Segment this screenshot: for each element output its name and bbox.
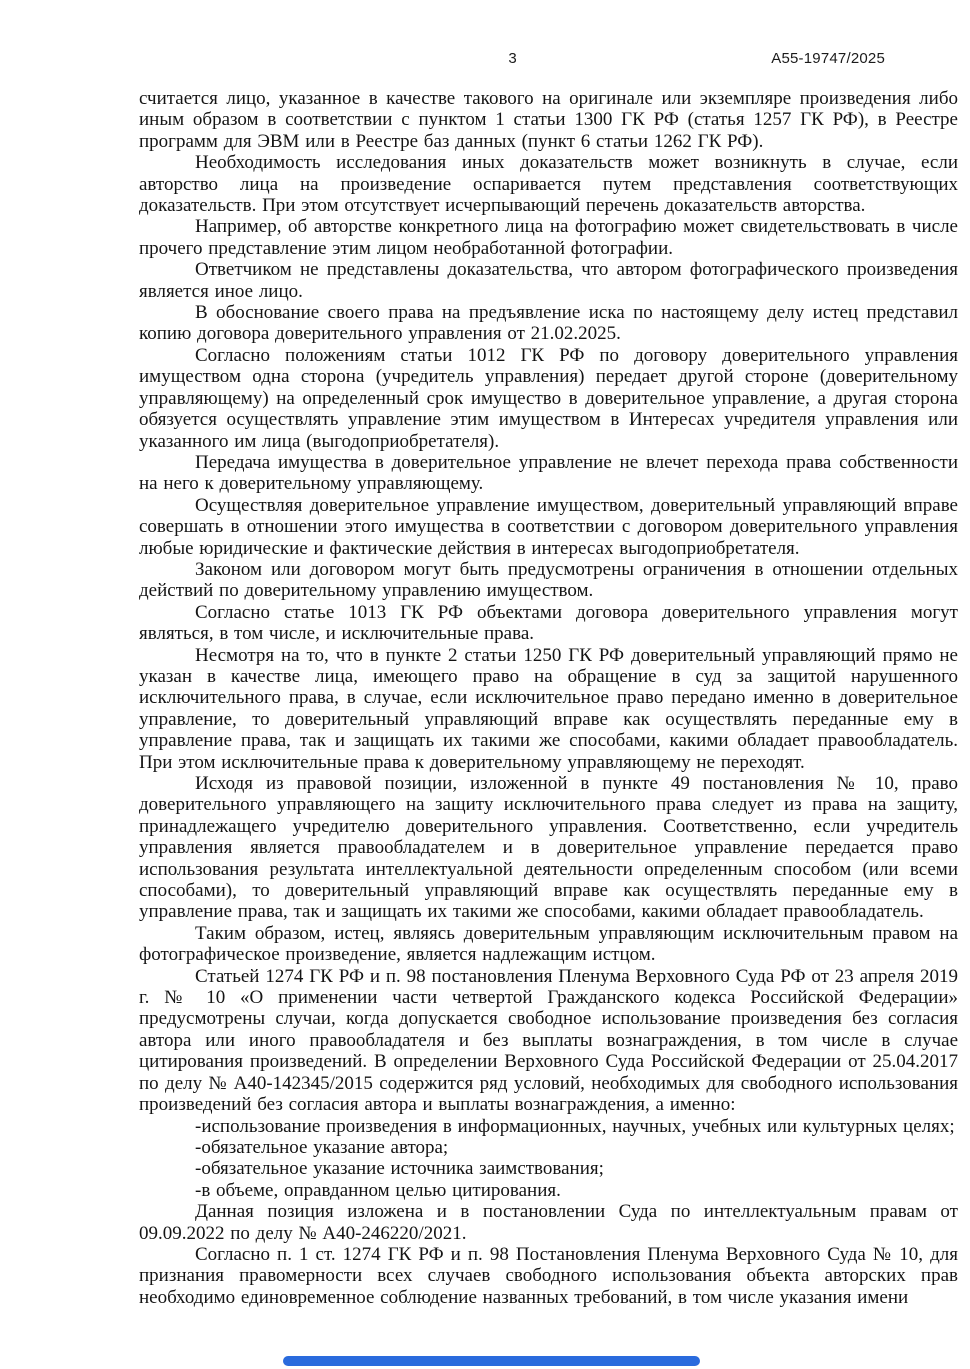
paragraph: Ответчиком не представлены доказательства, что автором фотографического произведения является иное лицо.: [139, 259, 958, 302]
paragraph: Например, об авторстве конкретного лица на фотографию может свидетельствовать в числе прочего представление этим лицом необработанной фотографии.: [139, 216, 958, 259]
page-number: 3: [508, 50, 517, 67]
list-item: -использование произведения в информационных, научных, учебных или культурных целях;: [195, 1115, 955, 1137]
paragraph: Таким образом, истец, являясь доверительным управляющим исключительным правом на фотографическое произведение, является надлежащим истцом.: [139, 922, 958, 966]
paragraph: Осуществляя доверительное управление имуществом, доверительный управляющий вправе совершать в отношении этого имущества в соответствии с договором доверительного управления любые юридические и фактические действия в интересах выгодоприобретателя.: [139, 494, 958, 559]
paragraph: Согласно п. 1 ст. 1274 ГК РФ и п. 98 Постановления Пленума Верховного Суда № 10, для признания правомерности всех случаев свободного использования объекта авторских прав необходимо единовременное соблюдение названных требований, в том числе указания имени: [139, 1243, 958, 1308]
paragraph: Согласно положениям статьи 1012 ГК РФ по договору доверительного управления имуществом одна сторона (учредитель управления) передает другой стороне (доверительному управляющему) на определенный срок имущество в доверительное управление, а другая сторона обязуется осуществлять управление этим имуществом в Интересах учредителя управления или указанного им лица (выгодоприобретателя).: [139, 344, 958, 452]
paragraph: Исходя из правовой позиции, изложенной в пункте 49 постановления № 10, право доверительного управляющего на защиту исключительного права следует из права на защиту, принадлежащего учредителю доверительного управления. Соответственно, если учредитель управления является правообладателем и в доверительное управление передается право использования результата интеллектуальной деятельности определенным способом (или всеми способами), то доверительный управляющий вправе как осуществлять переданные ему в управление права, так и защищать их такими же способами, какими обладает правообладатель.: [139, 773, 958, 923]
paragraph: Необходимость исследования иных доказательств может возникнуть в случае, если авторство лица на произведение оспаривается путем представления соответствующих доказательств. При этом отсутствует исчерпывающий перечень доказательств авторства.: [139, 152, 958, 217]
paragraph: считается лицо, указанное в качестве такового на оригинале или экземпляре произведения либо иным образом в соответствии с пунктом 1 статьи 1300 ГК РФ (статья 1257 ГК РФ), в Реестре программ для ЭВМ или в Реестре баз данных (пункт 6 статьи 1262 ГК РФ).: [139, 88, 958, 152]
list-item: -в объеме, оправданном целью цитирования.: [195, 1179, 561, 1201]
list-item: -обязательное указание источника заимствования;: [195, 1158, 604, 1180]
paragraph: Передача имущества в доверительное управление не влечет перехода права собственности на него к доверительному управляющему.: [139, 451, 958, 495]
case-number: А55-19747/2025: [771, 50, 885, 67]
paragraph: Статьей 1274 ГК РФ и п. 98 постановления Пленума Верховного Суда РФ от 23 апреля 2019 г. № 10 «О применении части четвертой Гражданского кодекса Российской Федерации» предусмотрены случаи, когда допускается свободное использование произведения без согласия автора или иного правообладателя и без выплаты вознаграждения, в том числе в случае цитирования произведений. В определении Верховного Суда Российской Федерации от 25.04.2017 по делу № А40-142345/2015 содержится ряд условий, необходимых для свободного использования произведений без согласия автора и выплаты вознаграждения, а именно:: [139, 965, 958, 1116]
document-body: [139, 88, 958, 1308]
horizontal-scrollbar-thumb[interactable]: [283, 1356, 700, 1366]
paragraph: В обоснование своего права на предъявление иска по настоящему делу истец представил копию договора доверительного управления от 21.02.2025.: [139, 302, 958, 345]
paragraph: Несмотря на то, что в пункте 2 статьи 1250 ГК РФ доверительный управляющий прямо не указан в качестве лица, имеющего право на обращение в суд за защитой нарушенного исключительного права, в случае, если исключительное право передано именно в доверительное управление, то доверительный управляющий вправе как осуществлять переданные ему в управление права, так и защищать их такими же способами, какими обладает правообладатель. При этом исключительные права к доверительному управляющему не переходят.: [139, 644, 958, 773]
paragraph: Законом или договором могут быть предусмотрены ограничения в отношении отдельных действий по доверительному управлению имуществом.: [139, 558, 958, 602]
list-item: -обязательное указание автора;: [195, 1136, 449, 1158]
paragraph: Согласно статье 1013 ГК РФ объектами договора доверительного управления могут являться, в том числе, и исключительные права.: [139, 601, 958, 645]
paragraph: Данная позиция изложена и в постановлении Суда по интеллектуальным правам от 09.09.2022 по делу № А40-246220/2021.: [139, 1201, 958, 1244]
page-header: [140, 50, 885, 70]
